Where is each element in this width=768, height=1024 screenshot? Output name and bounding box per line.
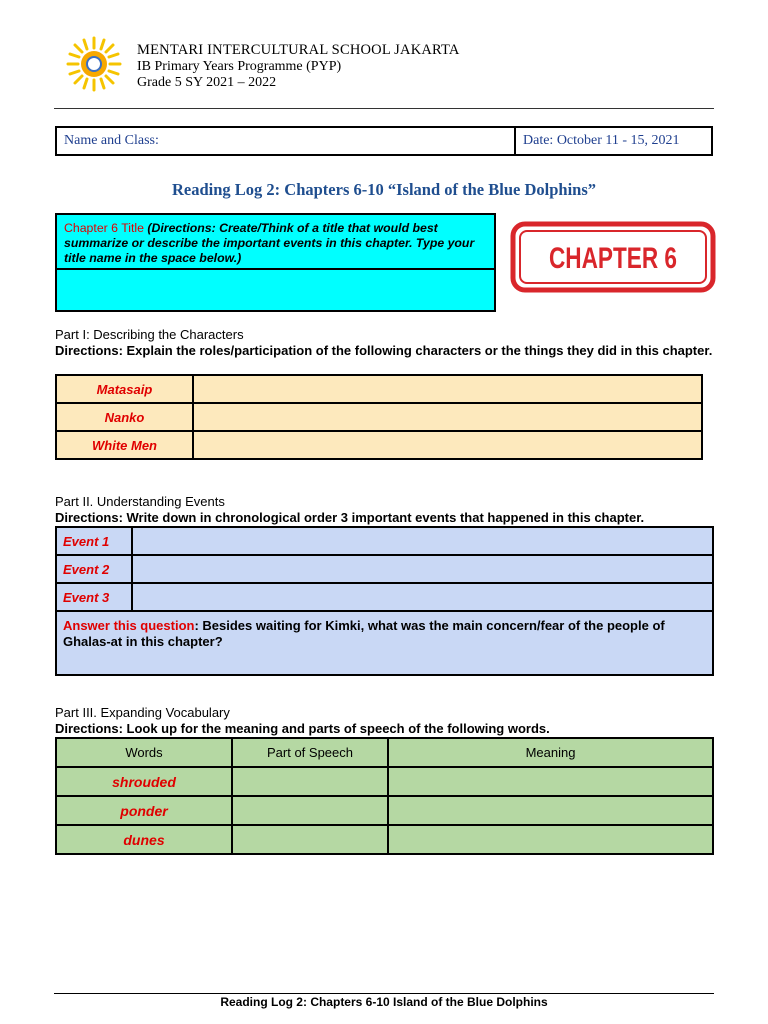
vocabulary-table xyxy=(55,737,714,855)
part3-section xyxy=(55,705,713,736)
table-row xyxy=(56,375,702,403)
part1-section xyxy=(55,327,713,358)
event-answer-cell[interactable] xyxy=(132,583,713,611)
table-row xyxy=(56,796,713,825)
event-label: Event 2 xyxy=(56,555,132,583)
character-answer-cell[interactable] xyxy=(193,403,702,431)
meaning-cell[interactable] xyxy=(388,767,713,796)
table-row xyxy=(56,431,702,459)
programme-name: IB Primary Years Programme (PYP) xyxy=(137,58,342,74)
character-answer-cell[interactable] xyxy=(193,431,702,459)
grade-year: Grade 5 SY 2021 – 2022 xyxy=(137,75,277,90)
column-header: Part of Speech xyxy=(232,738,388,767)
footer-divider xyxy=(54,993,714,994)
date-label: Date: October 11 - 15, 2021 xyxy=(523,133,680,148)
table-row xyxy=(56,403,702,431)
characters-table xyxy=(55,374,703,460)
character-label: Matasaip xyxy=(56,375,193,403)
school-info xyxy=(137,42,460,92)
part2-directions: Directions: Write down in chronological order 3 important events that happened in this chapter. xyxy=(55,509,645,525)
event-answer-cell[interactable] xyxy=(132,527,713,555)
event-label: Event 1 xyxy=(56,527,132,555)
events-table xyxy=(55,526,714,676)
part-of-speech-cell[interactable] xyxy=(232,767,388,796)
school-name: MENTARI INTERCULTURAL SCHOOL JAKARTA xyxy=(137,42,460,58)
chapter-title-input[interactable] xyxy=(57,270,494,310)
chapter-title-box xyxy=(55,213,496,312)
name-date-box xyxy=(55,126,713,156)
meaning-cell[interactable] xyxy=(388,796,713,825)
chapter-stamp-text: CHAPTER 6 xyxy=(549,242,677,275)
question-answer-cell[interactable] xyxy=(56,611,713,675)
chapter-title-directions xyxy=(57,215,494,270)
part3-heading: Part III. Expanding Vocabulary xyxy=(55,705,230,720)
page-footer: Reading Log 2: Chapters 6-10 Island of the Blue Dolphins xyxy=(220,995,548,1009)
table-row xyxy=(56,611,713,675)
part1-directions: Directions: Explain the roles/participation of the following characters or the things they did in this chapter. xyxy=(55,342,713,358)
part-of-speech-cell[interactable] xyxy=(232,825,388,854)
part1-heading: Part I: Describing the Characters xyxy=(55,327,244,342)
page-title: Reading Log 2: Chapters 6-10 “Island of the Blue Dolphins” xyxy=(171,180,597,199)
column-header: Words xyxy=(56,738,232,767)
part-of-speech-cell[interactable] xyxy=(232,796,388,825)
character-answer-cell[interactable] xyxy=(193,375,702,403)
chapter-title-label: Chapter 6 Title xyxy=(64,221,144,235)
event-answer-cell[interactable] xyxy=(132,555,713,583)
name-class-label: Name and Class: xyxy=(64,133,159,148)
date-field xyxy=(516,128,711,154)
sun-logo-icon xyxy=(62,34,126,94)
part3-directions: Directions: Look up for the meaning and parts of speech of the following words. xyxy=(55,720,550,736)
table-row xyxy=(56,527,713,555)
character-label: White Men xyxy=(56,431,193,459)
part2-heading: Part II. Understanding Events xyxy=(55,494,225,509)
vocab-word: ponder xyxy=(56,796,232,825)
table-row xyxy=(56,767,713,796)
part2-section xyxy=(55,494,713,525)
column-header: Meaning xyxy=(388,738,713,767)
name-class-field[interactable] xyxy=(57,128,516,154)
question-text: : Besides waiting for Kimki, what was the main concern/fear of the people of Ghalas-at in this chapter? xyxy=(63,618,665,649)
table-row xyxy=(56,583,713,611)
event-label: Event 3 xyxy=(56,583,132,611)
vocab-word: dunes xyxy=(56,825,232,854)
chapter-title-instructions: (Directions: Create/Think of a title that would best summarize or describe the important events in this chapter. Type your title name in the space below.) xyxy=(64,221,475,265)
vocab-word: shrouded xyxy=(56,767,232,796)
table-row xyxy=(56,825,713,854)
table-row xyxy=(56,555,713,583)
header-divider xyxy=(54,108,714,109)
question-label: Answer this question xyxy=(63,618,195,633)
character-label: Nanko xyxy=(56,403,193,431)
meaning-cell[interactable] xyxy=(388,825,713,854)
table-header-row xyxy=(56,738,713,767)
chapter-stamp xyxy=(509,220,717,294)
